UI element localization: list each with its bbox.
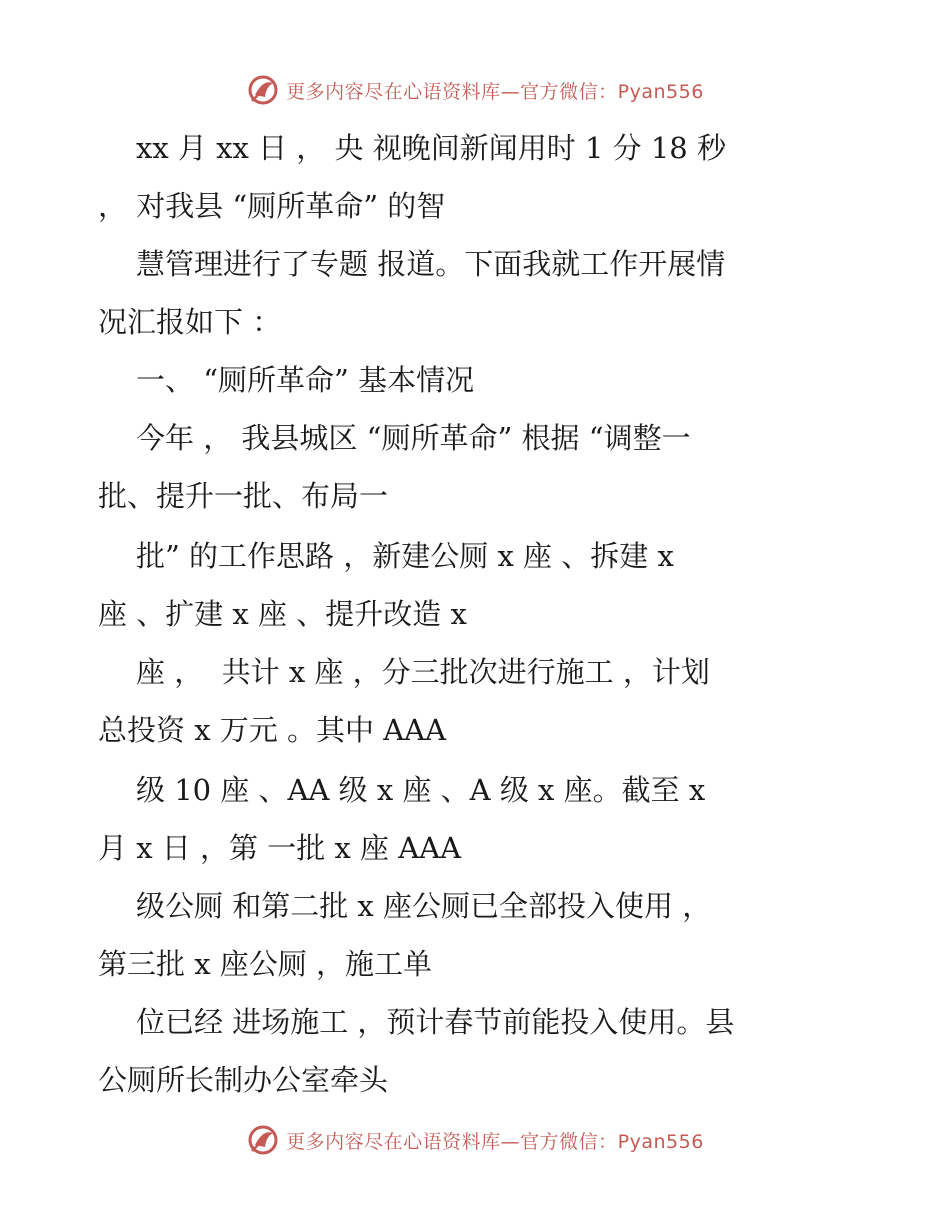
footer-banner-inner [246,1123,704,1157]
text-line: 今年 ， 我县城区 “厕所革命” 根据 “调整一 [136,421,691,455]
text-line: 况汇报如下 ： [98,305,282,339]
text-line: 批、提升一批、布局一 [98,479,389,513]
text-line: 月 x 日 ，第 一批 x 座 AAA [98,831,462,865]
text-line: xx 月 xx 日 ， 央 视晚间新闻用时 1 分 18 秒 [136,131,726,165]
text-line: ， 对我县 “厕所革命” 的智 [98,189,446,223]
text-line: 座 ， 共计 x 座 ，分三批次进行施工 ，计划 [136,655,710,689]
text-line: 总投资 x 万元 。其中 AAA [98,713,447,747]
logo-icon [246,1123,280,1157]
text-line: 级 10 座 、AA 级 x 座 、A 级 x 座。截至 x [136,773,706,807]
text-line: 位已经 进场施工 ，预计春节前能投入使用。县 [136,1005,735,1039]
footer-banner-text: 更多内容尽在心语资料库—官方微信：Pyan556 [286,1130,704,1153]
text-line: 第三批 x 座公厕 ，施工单 [98,947,433,981]
text-line: 座 、扩建 x 座 、提升改造 x [98,597,467,631]
text-line: 级公厕 和第二批 x 座公厕已全部投入使用 ， [136,889,712,923]
footer-banner [0,1120,950,1160]
text-line: 公厕所长制办公室牵头 [98,1063,389,1097]
text-line: 慧管理进行了专题 报道。下面我就工作开展情 [136,247,726,281]
header-banner-text: 更多内容尽在心语资料库—官方微信：Pyan556 [286,80,704,103]
text-line: 批” 的工作思路 ，新建公厕 x 座 、拆建 x [136,539,674,573]
section-heading: 一、 “厕所革命” 基本情况 [136,363,475,397]
